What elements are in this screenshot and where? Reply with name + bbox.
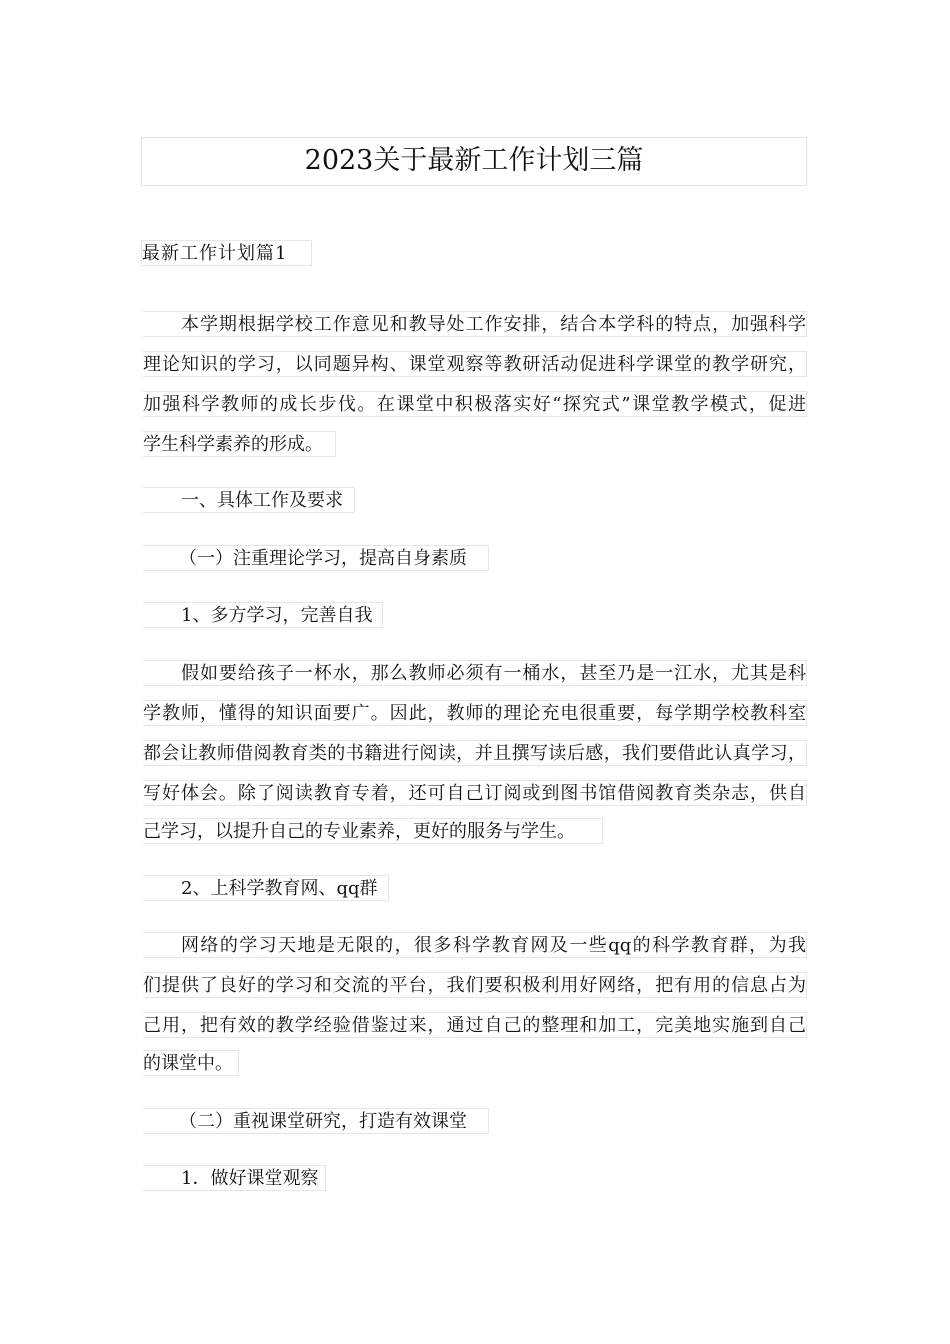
heading-level-3: 1、多方学习，完善自我 bbox=[143, 602, 383, 628]
paragraph-3-line-1: 网络的学习天地是无限的，很多科学教育网及一些qq的科学教育群，为我 bbox=[143, 932, 807, 958]
paragraph-2-line-3: 都会让教师借阅教育类的书籍进行阅读，并且撰写读后感，我们要借此认真学习， bbox=[143, 740, 807, 766]
heading-level-5: （二）重视课堂研究，打造有效课堂 bbox=[143, 1108, 489, 1134]
heading-level-6: 1．做好课堂观察 bbox=[143, 1165, 326, 1191]
document-title: 2023关于最新工作计划三篇 bbox=[141, 137, 807, 186]
paragraph-1-line-2: 理论知识的学习，以同题异构、课堂观察等教研活动促进科学课堂的教学研究， bbox=[143, 351, 807, 377]
section-heading: 最新工作计划篇1 bbox=[141, 240, 312, 266]
paragraph-2-line-2: 学教师，懂得的知识面要广。因此，教师的理论充电很重要，每学期学校教科室 bbox=[143, 700, 807, 726]
paragraph-2-line-1: 假如要给孩子一杯水，那么教师必须有一桶水，甚至乃是一江水，尤其是科 bbox=[143, 660, 807, 686]
paragraph-1-line-3: 加强科学教师的成长步伐。在课堂中积极落实好“探究式”课堂教学模式，促进 bbox=[143, 391, 807, 417]
paragraph-1-line-1: 本学期根据学校工作意见和教导处工作安排，结合本学科的特点，加强科学 bbox=[143, 311, 807, 337]
paragraph-2-line-4: 写好体会。除了阅读教育专着，还可自己订阅或到图书馆借阅教育类杂志，供自 bbox=[143, 780, 807, 806]
paragraph-3-line-4: 的课堂中。 bbox=[143, 1050, 239, 1076]
paragraph-1-line-4: 学生科学素养的形成。 bbox=[143, 431, 336, 457]
paragraph-3-line-2: 们提供了良好的学习和交流的平台，我们要积极利用好网络，把有用的信息占为 bbox=[143, 972, 807, 998]
paragraph-3-line-3: 己用，把有效的教学经验借鉴过来，通过自己的整理和加工，完美地实施到自己 bbox=[143, 1012, 807, 1038]
paragraph-2-line-5: 己学习，以提升自己的专业素养，更好的服务与学生。 bbox=[143, 818, 603, 844]
heading-level-2: （一）注重理论学习，提高自身素质 bbox=[143, 545, 489, 571]
heading-level-4: 2、上科学教育网、qq群 bbox=[143, 875, 389, 901]
heading-level-1: 一、具体工作及要求 bbox=[143, 487, 355, 513]
